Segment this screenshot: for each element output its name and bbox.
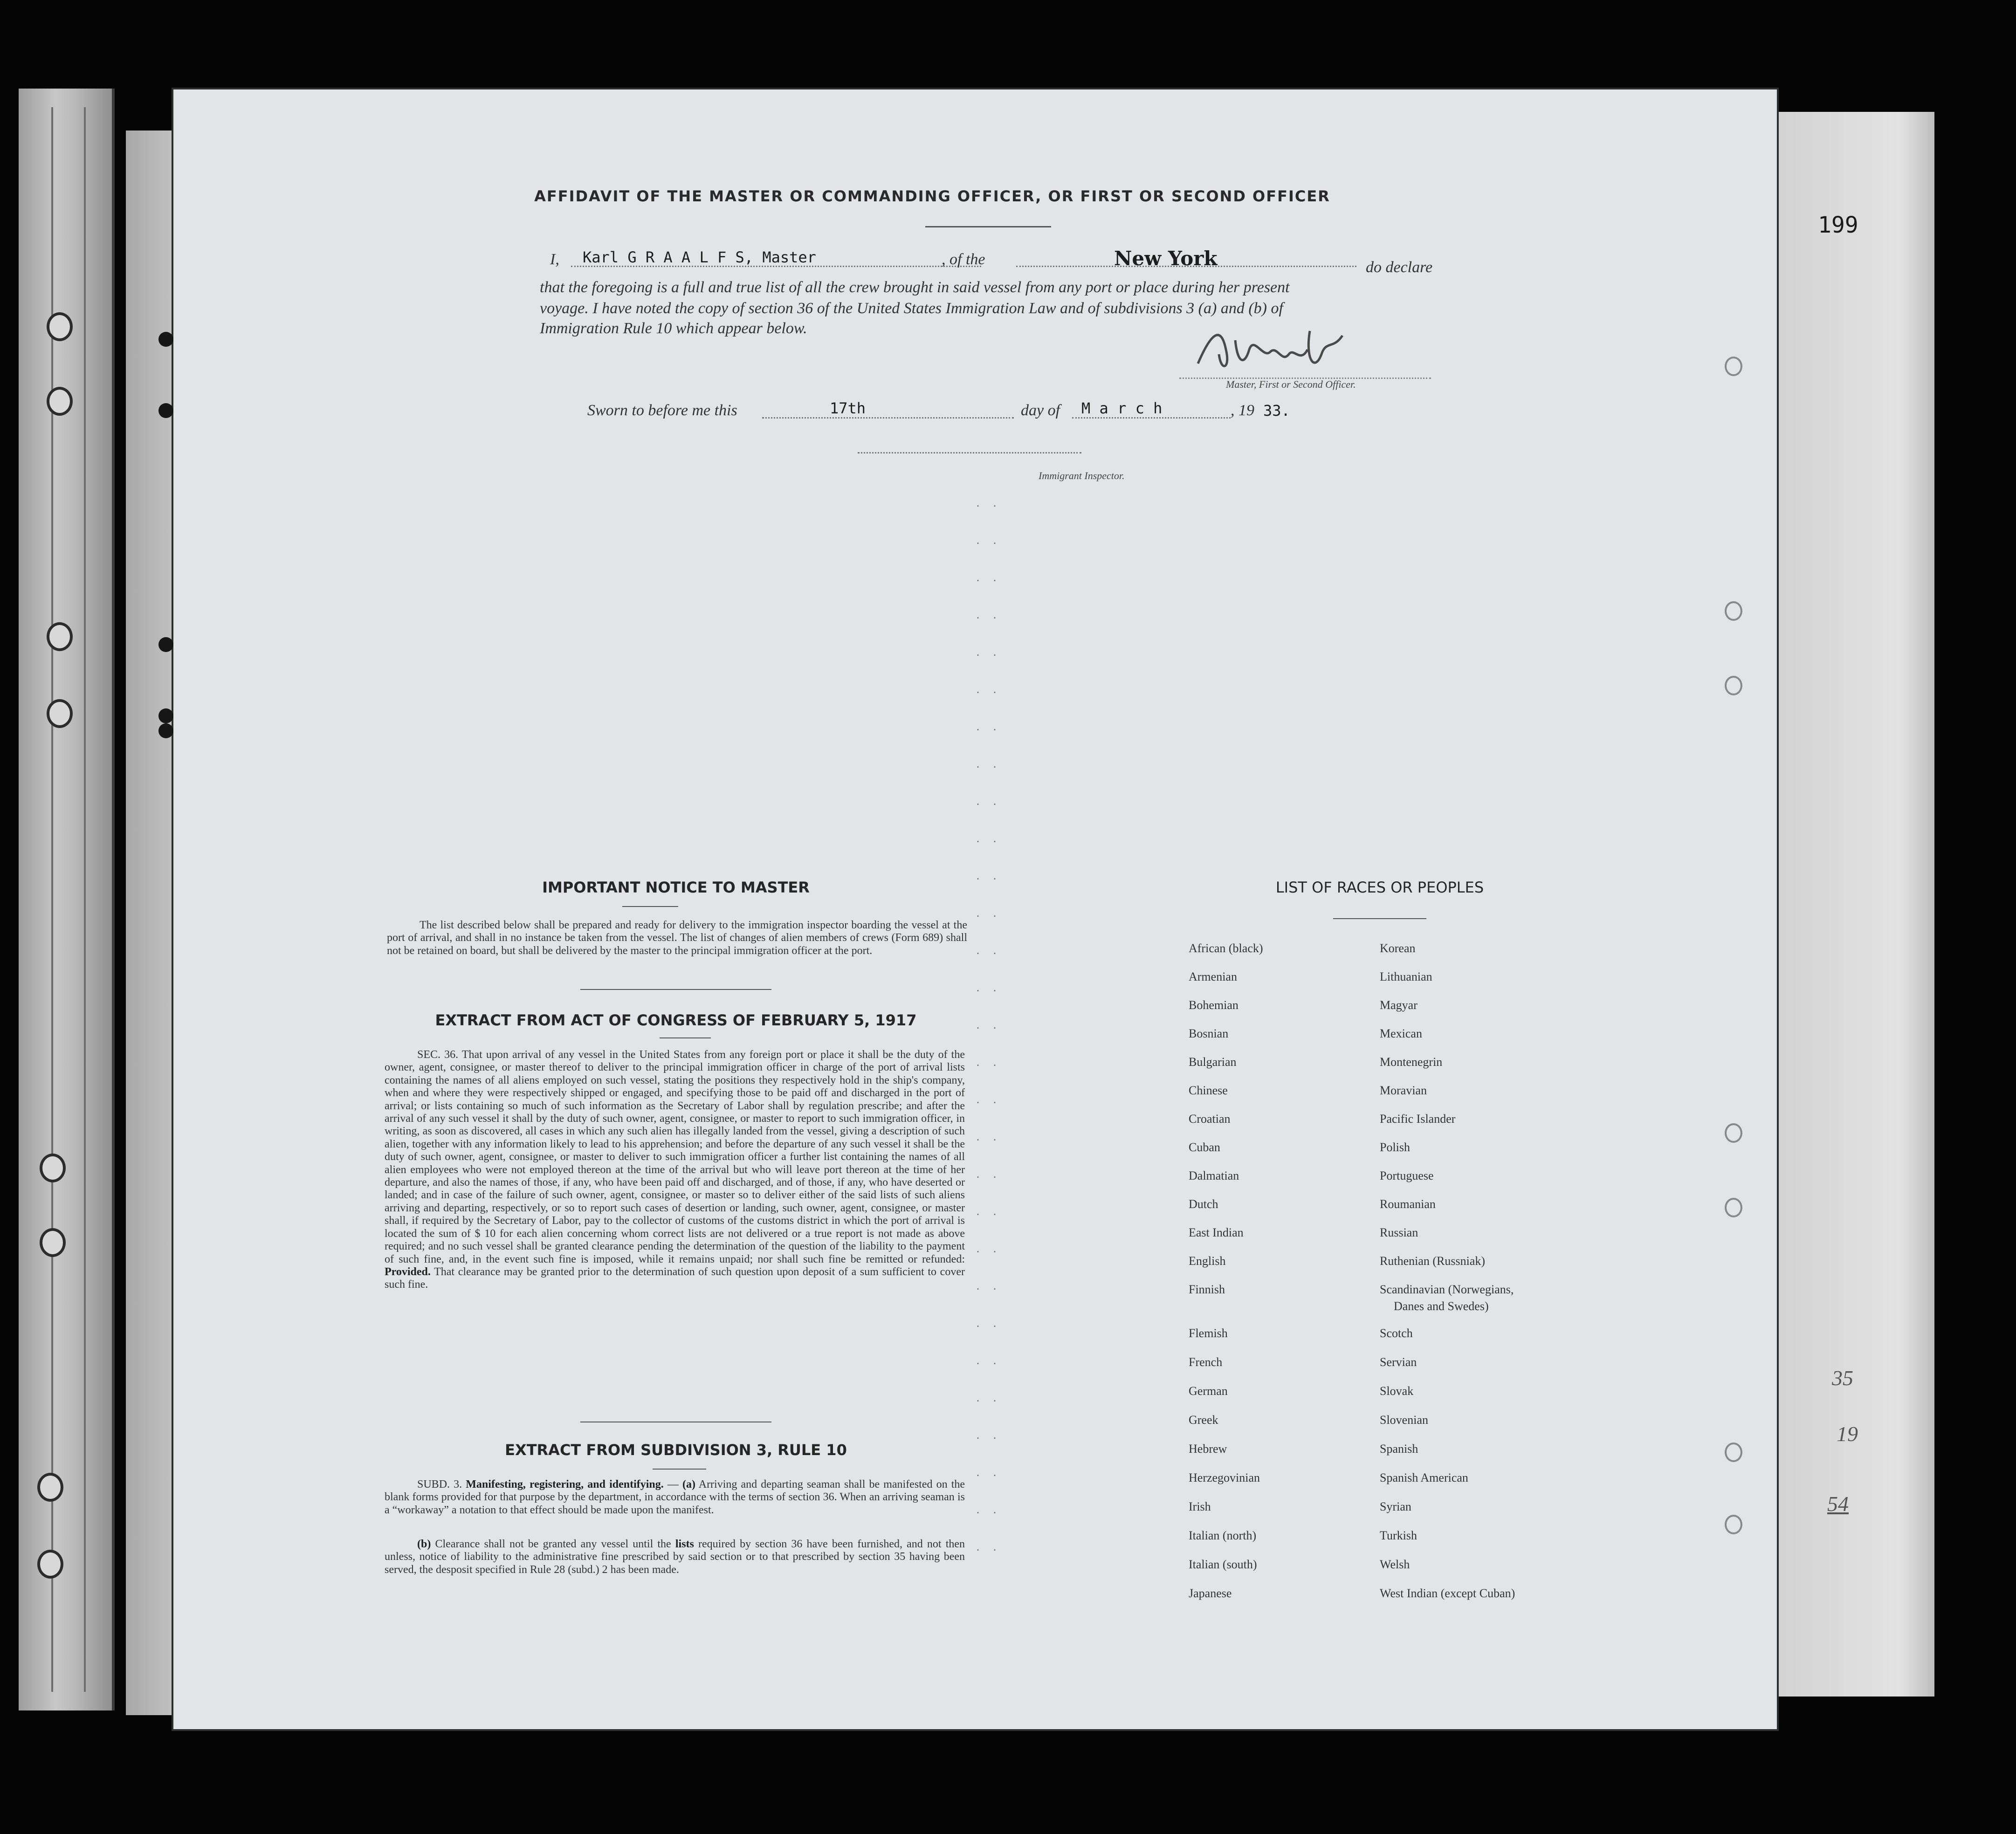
- punch-hole: [158, 403, 173, 418]
- race-item: English: [1189, 1254, 1226, 1268]
- race-item: Moravian: [1380, 1084, 1427, 1097]
- binder-hole: [40, 1228, 66, 1257]
- punch-hole: [158, 637, 173, 652]
- affidavit-line-3: voyage. I have noted the copy of section 36 of the United States Immigration Law and of subdivisions 3 (a) and (b) of: [540, 300, 1283, 317]
- race-item: Ruthenian (Russniak): [1380, 1254, 1486, 1268]
- act-text-end: That clearance may be granted prior to the determination of such question upon deposit of a sum sufficient to cover such fine.: [385, 1265, 965, 1291]
- race-item: Irish: [1189, 1500, 1211, 1513]
- rule-subd-a: SUBD. 3. Manifesting, registering, and identifying. — (a) Arriving and departing seaman shall be manifested on the blank forms provided for that purpose by the department, in accordance with the terms of section 36. When an arriving seaman is a “workaway” a notation to that effect should be made upon the manifest.: [385, 1478, 965, 1516]
- subd-b-text-1: Clearance shall not be granted any vessel until the: [435, 1538, 671, 1550]
- race-item: Finnish: [1189, 1283, 1225, 1296]
- binder-hole: [47, 622, 73, 651]
- race-item: Mexican: [1380, 1027, 1422, 1040]
- race-item: Portuguese: [1380, 1169, 1434, 1182]
- master-signature: [1193, 322, 1352, 382]
- margin-note: 19: [1837, 1422, 1858, 1446]
- race-item: Herzegovinian: [1189, 1471, 1260, 1484]
- race-item: Scotch: [1380, 1326, 1413, 1340]
- binder-hole: [47, 387, 73, 416]
- race-item: Japanese: [1189, 1587, 1232, 1600]
- binder-hole: [37, 1550, 63, 1579]
- race-item: Magyar: [1380, 998, 1417, 1012]
- race-item: Roumanian: [1380, 1197, 1436, 1211]
- punch-hole: [1725, 1123, 1742, 1143]
- act-text-main: SEC. 36. That upon arrival of any vessel in the United States from any foreign port or place it shall be the duty of the owner, agent, consignee, or master thereof to deliver to the principal immigration officer in charge of the port of arrival lists containing the names of all aliens employed on such vessel, stating the positions they respectively hold in the ship's company, when and where they were respectively shipped or engaged, and specifying those to be paid off and discharged in the port of arrival; or lists containing so much of such information as the Secretary of Labor shall by regulation prescribe; and after the arrival of any such vessel it shall by the duty of such owner, agent, consignee, or master to report to such immigration officer, in writing, as soon as discovered, all cases in which any such alien has illegally landed from the vessel, giving a description of such alien, together with any information likely to lead to his apprehension; and before the departure of any such vessel it shall be the duty of such owner, agent, consignee, or master to deliver to such immigration officer a further list containing the names of all alien employees who were not employed thereon at the time of the arrival but who will leave port thereon at the time of her departure, and also the names of those, if any, who have been paid off and discharged, and of those, if any, who have deserted or landed; and in case of the failure of such owner, agent, consignee, or master so to deliver either of the said lists of such aliens arriving and departing, respectively, or so to report such cases of desertion or landing, such owner, agent, consignee, or master shall, if required by the Secretary of Labor, pay to the collector of customs of the customs district in which the port of arrival is located the sum of $ 10 for each alien concerning whom correct lists are not delivered or a true report is not made as above required; and no such vessel shall be granted clearance pending the determination of the question of the liability to the payment of such fine, and, in the event such fine is imposed, while it remains unpaid; nor shall such fine be remitted or refunded:: [385, 1049, 965, 1265]
- act-heading: EXTRACT FROM ACT OF CONGRESS OF FEBRUARY 5, 1917: [435, 1011, 917, 1029]
- race-item: Russian: [1380, 1226, 1418, 1239]
- race-item: Montenegrin: [1380, 1055, 1443, 1069]
- affidavit-title: AFFIDAVIT OF THE MASTER OR COMMANDING OFFICER, OR FIRST OR SECOND OFFICER: [534, 187, 1330, 205]
- sworn-month-blank: [1072, 417, 1231, 419]
- subd-a-text: Arriving and departing seaman shall be manifested on the blank forms provided for that purpose by the department, in accordance with the terms of section 36. When an arriving seaman is a “workaway” a notation to that effect should be made upon the manifest.: [385, 1478, 965, 1516]
- subd-b-label: (b): [417, 1538, 431, 1550]
- sworn-year: 33.: [1263, 402, 1290, 419]
- race-item: Lithuanian: [1380, 970, 1432, 983]
- of-the-label: , of the: [942, 251, 985, 268]
- race-item: French: [1189, 1355, 1223, 1369]
- race-item: Turkish: [1380, 1529, 1417, 1542]
- race-item: Danes and Swedes): [1394, 1299, 1489, 1313]
- race-item: Armenian: [1189, 970, 1237, 983]
- race-item: Bohemian: [1189, 998, 1238, 1012]
- punch-hole: [1725, 357, 1742, 376]
- race-item: Flemish: [1189, 1326, 1228, 1340]
- race-item: Spanish American: [1380, 1471, 1468, 1484]
- binder-hole: [37, 1473, 63, 1502]
- sworn-day-blank: [762, 417, 1014, 419]
- sworn-label: Sworn to before me this: [587, 402, 737, 419]
- day-of-label: day of: [1021, 402, 1060, 419]
- heading-rule: [622, 906, 678, 907]
- subd-bold: Manifesting, registering, and identifying.: [466, 1478, 664, 1491]
- race-item: Italian (north): [1189, 1529, 1257, 1542]
- binder-hole: [47, 312, 73, 341]
- race-item: German: [1189, 1384, 1228, 1398]
- heading-rule: [1333, 918, 1426, 919]
- title-rule: [925, 226, 1051, 227]
- race-item: Greek: [1189, 1413, 1218, 1427]
- race-item: Dalmatian: [1189, 1169, 1239, 1182]
- race-item: Italian (south): [1189, 1558, 1257, 1571]
- act-text: [385, 1049, 965, 1291]
- race-item: Slovenian: [1380, 1413, 1428, 1427]
- subd-b-text-2: required by section 36 have been furnished, and not then unless, notice of liability to the administrative fine prescribed by said section or to that prescribed by section 35 having been served, the desposit specified in Rule 28 (subd.) 2 has been made.: [385, 1538, 965, 1576]
- rule-heading: EXTRACT FROM SUBDIVISION 3, RULE 10: [505, 1441, 847, 1459]
- race-item: African (black): [1189, 941, 1263, 955]
- punch-hole: [1725, 1515, 1742, 1534]
- section-rule: [580, 989, 771, 990]
- race-item: Hebrew: [1189, 1442, 1227, 1456]
- race-item: Servian: [1380, 1355, 1417, 1369]
- year-prefix: , 19: [1231, 402, 1254, 419]
- page-number: 199: [1818, 212, 1858, 238]
- race-item: Welsh: [1380, 1558, 1410, 1571]
- punch-hole: [1725, 1198, 1742, 1217]
- act-provided: Provided.: [385, 1265, 431, 1278]
- punch-hole: [158, 708, 173, 723]
- margin-note: 35: [1832, 1366, 1853, 1390]
- affidavit-i: I,: [550, 251, 559, 268]
- inspector-signature-line: [858, 452, 1081, 453]
- margin-note: 54: [1827, 1492, 1849, 1516]
- sworn-day: 17th: [830, 399, 866, 417]
- affidavit-line-4: Immigration Rule 10 which appear below.: [540, 320, 807, 337]
- heading-rule: [653, 1469, 706, 1470]
- notice-text: The list described below shall be prepared and ready for delivery to the immigration inspector boarding the vessel at the port of arrival, and shall in no instance be taken from the vessel. The list of changes of alien members of crews (Form 689) shall not be retained on board, but shall be delivered by the master to the principal immigration officer at the port.: [387, 919, 967, 957]
- affidavit-line-2: that the foregoing is a full and true list of all the crew brought in said vessel from any port or place during her present: [540, 279, 1290, 296]
- punch-hole: [1725, 1442, 1742, 1462]
- vessel-name: New York: [1114, 247, 1218, 270]
- race-item: Scandinavian (Norwegians,: [1380, 1283, 1514, 1296]
- subd-label: SUBD. 3.: [417, 1478, 462, 1491]
- punch-hole: [158, 723, 173, 738]
- race-item: Chinese: [1189, 1084, 1228, 1097]
- race-item: Pacific Islander: [1380, 1112, 1456, 1126]
- race-item: Croatian: [1189, 1112, 1231, 1126]
- race-item: West Indian (except Cuban): [1380, 1587, 1515, 1600]
- race-item: Spanish: [1380, 1442, 1418, 1456]
- binder-hole: [40, 1154, 66, 1182]
- race-item: Dutch: [1189, 1197, 1218, 1211]
- race-item: Cuban: [1189, 1140, 1220, 1154]
- punch-hole: [158, 332, 173, 347]
- punch-hole: [1725, 676, 1742, 695]
- heading-rule: [660, 1037, 711, 1038]
- race-item: Syrian: [1380, 1500, 1411, 1513]
- race-item: Korean: [1380, 941, 1416, 955]
- rule-subd-b: [385, 1538, 965, 1576]
- punch-hole: [1725, 601, 1742, 621]
- races-heading: LIST OF RACES OR PEOPLES: [1275, 879, 1484, 896]
- do-declare-label: do declare: [1366, 259, 1433, 276]
- dotted-column: .. .. .. .. .. .. .. .. .. .. .. .. .. .. .. .. .. .. .. .. .. .. .. .. .. .. .. .. ..: [977, 497, 1010, 1553]
- inspector-caption: Immigrant Inspector.: [1039, 470, 1125, 481]
- notice-heading: IMPORTANT NOTICE TO MASTER: [542, 879, 810, 896]
- signature-caption: Master, First or Second Officer.: [1226, 378, 1356, 390]
- race-item: Slovak: [1380, 1384, 1414, 1398]
- race-item: Bosnian: [1189, 1027, 1229, 1040]
- subd-a-label: (a): [682, 1478, 695, 1491]
- declarant-name: Karl G R A A L F S, Master: [583, 248, 816, 266]
- subd-b-lists: lists: [675, 1538, 694, 1550]
- next-page-edge: [1762, 112, 1934, 1697]
- sworn-month: M a r c h: [1081, 399, 1163, 417]
- race-item: Polish: [1380, 1140, 1411, 1154]
- binder-hole: [47, 699, 73, 728]
- race-item: East Indian: [1189, 1226, 1244, 1239]
- race-item: Bulgarian: [1189, 1055, 1237, 1069]
